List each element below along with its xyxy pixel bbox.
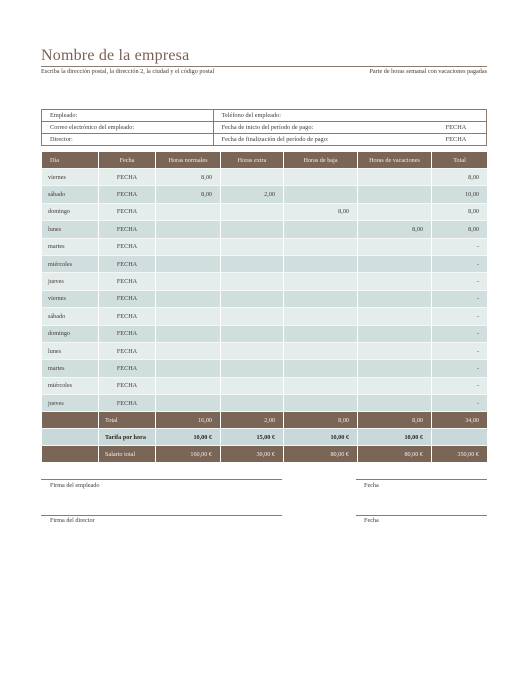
total-cell: -: [432, 359, 487, 376]
normal-hours-cell[interactable]: [156, 272, 220, 289]
day-cell: lunes: [42, 220, 98, 237]
overtime-hours-cell[interactable]: [221, 238, 283, 255]
salary-vacation: 80,00 €: [358, 445, 431, 462]
total-cell: -: [432, 377, 487, 394]
overtime-hours-cell[interactable]: [221, 255, 283, 272]
salary-blank: [42, 445, 98, 462]
table-row: [42, 168, 487, 185]
date-cell[interactable]: FECHA: [99, 307, 155, 324]
vacation-hours-cell[interactable]: [358, 255, 431, 272]
day-cell: miércoles: [42, 255, 98, 272]
salary-normal: 160,00 €: [156, 445, 220, 462]
day-cell: domingo: [42, 325, 98, 342]
vacation-hours-cell[interactable]: [358, 290, 431, 307]
total-cell: -: [432, 290, 487, 307]
table-row: [42, 290, 487, 307]
rate-extra[interactable]: 15,00 €: [221, 428, 283, 445]
col-total: Total: [432, 152, 487, 168]
day-cell: viernes: [42, 290, 98, 307]
table-header-row: [42, 152, 487, 168]
vacation-hours-cell[interactable]: [358, 359, 431, 376]
vacation-hours-cell[interactable]: [358, 307, 431, 324]
company-address[interactable]: Escriba la dirección postal, la dirección 2, la ciudad y el código postal: [41, 68, 215, 75]
vacation-hours-cell[interactable]: [358, 185, 431, 202]
normal-hours-cell[interactable]: [156, 307, 220, 324]
overtime-hours-cell[interactable]: [221, 342, 283, 359]
date-cell[interactable]: FECHA: [99, 220, 155, 237]
date-cell[interactable]: FECHA: [99, 238, 155, 255]
sick-hours-cell[interactable]: [284, 377, 357, 394]
date-cell[interactable]: FECHA: [99, 272, 155, 289]
vacation-hours-cell[interactable]: [358, 168, 431, 185]
table-row: [42, 394, 487, 411]
table-row: [42, 185, 487, 202]
vacation-hours-cell[interactable]: [358, 325, 431, 342]
totals-row: [42, 411, 487, 428]
employee-date-line[interactable]: [356, 479, 487, 480]
director-signature-label: Firma del director: [50, 517, 95, 524]
pay-period-end-value[interactable]: FECHA: [426, 134, 487, 146]
total-salary-row: [42, 445, 487, 462]
sick-hours-cell[interactable]: [284, 238, 357, 255]
salary-extra: 30,00 €: [221, 445, 283, 462]
pay-period-end-label: Fecha de finalización del período de pago:: [213, 134, 426, 146]
day-cell: jueves: [42, 272, 98, 289]
pay-period-start-value[interactable]: FECHA: [426, 122, 487, 134]
overtime-hours-cell[interactable]: [221, 272, 283, 289]
day-cell: martes: [42, 359, 98, 376]
vacation-hours-cell[interactable]: [358, 377, 431, 394]
day-cell: lunes: [42, 342, 98, 359]
normal-hours-cell[interactable]: [156, 359, 220, 376]
sick-hours-cell[interactable]: [284, 394, 357, 411]
rate-label: Tarifa por hora: [99, 428, 155, 445]
overtime-hours-cell[interactable]: [221, 377, 283, 394]
day-cell: jueves: [42, 394, 98, 411]
col-overtime-hours: Horas extra: [221, 152, 283, 168]
document-subtitle: Parte de horas semanal con vacaciones pagadas: [369, 68, 487, 75]
employee-info-table: [41, 109, 487, 146]
table-row: [42, 220, 487, 237]
totals-vacation: 8,00: [358, 411, 431, 428]
normal-hours-cell[interactable]: [156, 238, 220, 255]
employee-field[interactable]: Empleado:: [42, 110, 214, 122]
normal-hours-cell[interactable]: [156, 342, 220, 359]
director-signature-line[interactable]: [41, 515, 282, 516]
total-cell: 8,00: [432, 220, 487, 237]
day-cell: viernes: [42, 168, 98, 185]
table-row: [42, 203, 487, 220]
overtime-hours-cell[interactable]: [221, 203, 283, 220]
vacation-hours-cell[interactable]: [358, 394, 431, 411]
rate-sick[interactable]: 10,00 €: [284, 428, 357, 445]
totals-total: 34,00: [432, 411, 487, 428]
total-cell: -: [432, 272, 487, 289]
total-cell: -: [432, 325, 487, 342]
total-cell: -: [432, 238, 487, 255]
employee-date-label: Fecha: [364, 482, 379, 489]
date-cell[interactable]: FECHA: [99, 377, 155, 394]
overtime-hours-cell[interactable]: [221, 290, 283, 307]
table-row: [42, 342, 487, 359]
total-cell: -: [432, 307, 487, 324]
date-cell[interactable]: FECHA: [99, 203, 155, 220]
table-row: [42, 272, 487, 289]
vacation-hours-cell[interactable]: 8,00: [358, 220, 431, 237]
header-divider: [41, 66, 487, 67]
normal-hours-cell[interactable]: 8,00: [156, 185, 220, 202]
sick-hours-cell[interactable]: [284, 325, 357, 342]
date-cell[interactable]: FECHA: [99, 342, 155, 359]
sick-hours-cell[interactable]: [284, 272, 357, 289]
normal-hours-cell[interactable]: [156, 290, 220, 307]
date-cell[interactable]: FECHA: [99, 394, 155, 411]
overtime-hours-cell[interactable]: [221, 168, 283, 185]
salary-total: 350,00 €: [432, 445, 487, 462]
total-cell: 8,00: [432, 203, 487, 220]
date-cell[interactable]: FECHA: [99, 290, 155, 307]
col-sick-hours: Horas de baja: [284, 152, 357, 168]
totals-blank: [42, 411, 98, 428]
date-cell[interactable]: FECHA: [99, 168, 155, 185]
director-date-line[interactable]: [356, 515, 487, 516]
overtime-hours-cell[interactable]: [221, 325, 283, 342]
table-row: [42, 255, 487, 272]
date-cell[interactable]: FECHA: [99, 325, 155, 342]
table-row: [42, 325, 487, 342]
total-cell: -: [432, 255, 487, 272]
employee-signature-label: Firma del empleado: [50, 482, 100, 489]
sick-hours-cell[interactable]: [284, 255, 357, 272]
overtime-hours-cell[interactable]: [221, 394, 283, 411]
col-vacation-hours: Horas de vacaciones: [358, 152, 431, 168]
normal-hours-cell[interactable]: [156, 377, 220, 394]
sick-hours-cell[interactable]: [284, 290, 357, 307]
rate-normal[interactable]: 10,00 €: [156, 428, 220, 445]
overtime-hours-cell[interactable]: [221, 359, 283, 376]
sick-hours-cell[interactable]: [284, 168, 357, 185]
totals-normal: 16,00: [156, 411, 220, 428]
normal-hours-cell[interactable]: [156, 394, 220, 411]
overtime-hours-cell[interactable]: 2,00: [221, 185, 283, 202]
employee-phone-field[interactable]: Teléfono del empleado:: [213, 110, 486, 122]
vacation-hours-cell[interactable]: [358, 342, 431, 359]
sick-hours-cell[interactable]: [284, 220, 357, 237]
total-cell: 8,00: [432, 168, 487, 185]
overtime-hours-cell[interactable]: [221, 307, 283, 324]
sick-hours-cell[interactable]: [284, 307, 357, 324]
table-row: [42, 307, 487, 324]
director-field[interactable]: Director:: [42, 134, 214, 146]
col-date: Fecha: [99, 152, 155, 168]
totals-extra: 2,00: [221, 411, 283, 428]
sick-hours-cell[interactable]: [284, 359, 357, 376]
day-cell: sábado: [42, 185, 98, 202]
sick-hours-cell[interactable]: [284, 342, 357, 359]
normal-hours-cell[interactable]: 8,00: [156, 168, 220, 185]
pay-period-start-label: Fecha de inicio del período de pago:: [213, 122, 426, 134]
total-cell: -: [432, 342, 487, 359]
normal-hours-cell[interactable]: [156, 325, 220, 342]
vacation-hours-cell[interactable]: [358, 203, 431, 220]
table-row: [42, 377, 487, 394]
normal-hours-cell[interactable]: [156, 255, 220, 272]
sick-hours-cell[interactable]: [284, 185, 357, 202]
employee-signature-line[interactable]: [41, 479, 282, 480]
hours-table: [41, 152, 488, 462]
table-row: [42, 238, 487, 255]
vacation-hours-cell[interactable]: [358, 272, 431, 289]
rate-total-blank: [432, 428, 487, 445]
rate-vacation[interactable]: 10,00 €: [358, 428, 431, 445]
director-date-label: Fecha: [364, 517, 379, 524]
day-cell: domingo: [42, 203, 98, 220]
day-cell: miércoles: [42, 377, 98, 394]
vacation-hours-cell[interactable]: [358, 238, 431, 255]
day-cell: sábado: [42, 307, 98, 324]
rate-blank: [42, 428, 98, 445]
date-cell[interactable]: FECHA: [99, 255, 155, 272]
total-cell: 10,00: [432, 185, 487, 202]
salary-sick: 80,00 €: [284, 445, 357, 462]
normal-hours-cell[interactable]: [156, 203, 220, 220]
total-cell: -: [432, 394, 487, 411]
day-cell: martes: [42, 238, 98, 255]
sick-hours-cell[interactable]: 8,00: [284, 203, 357, 220]
normal-hours-cell[interactable]: [156, 220, 220, 237]
col-normal-hours: Horas normales: [156, 152, 220, 168]
col-day: Día: [42, 152, 98, 168]
overtime-hours-cell[interactable]: [221, 220, 283, 237]
employee-email-field[interactable]: Correo electrónico del empleado:: [42, 122, 214, 134]
totals-label: Total: [99, 411, 155, 428]
totals-sick: 8,00: [284, 411, 357, 428]
salary-label: Salario total: [99, 445, 155, 462]
hourly-rate-row: [42, 428, 487, 445]
date-cell[interactable]: FECHA: [99, 185, 155, 202]
date-cell[interactable]: FECHA: [99, 359, 155, 376]
table-row: [42, 359, 487, 376]
company-name[interactable]: Nombre de la empresa: [41, 47, 190, 64]
